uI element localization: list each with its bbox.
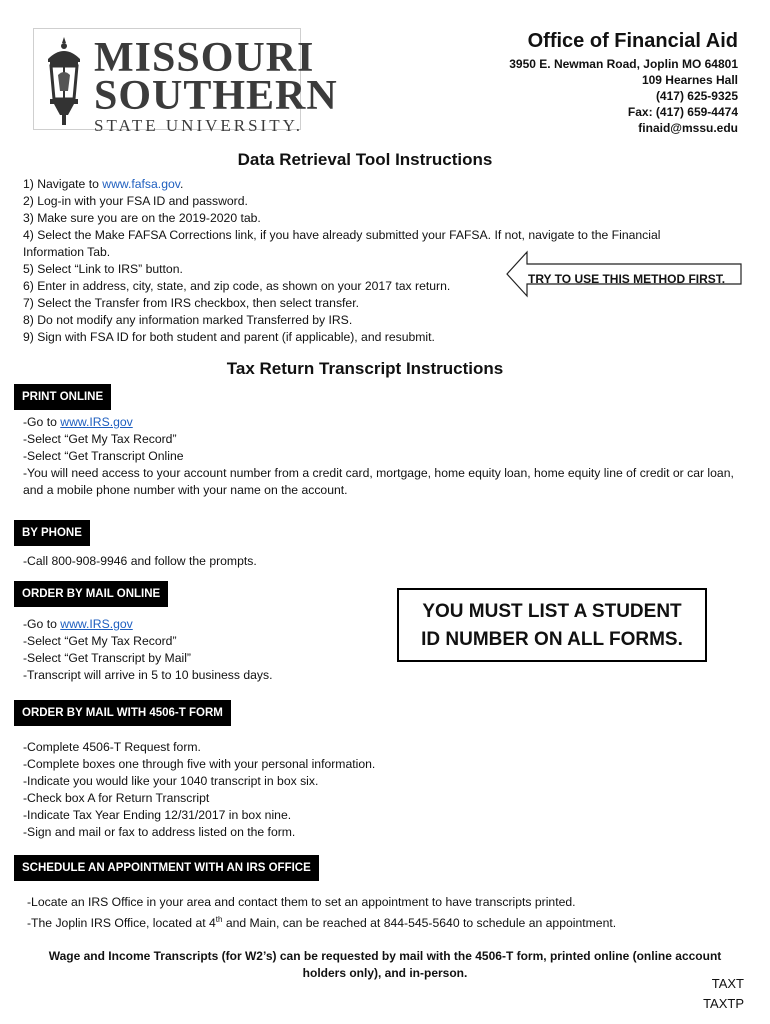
drt-step-6: 6) Enter in address, city, state, and zip code, as shown on your 2017 tax return. <box>23 279 451 293</box>
logo-wordmark-line3: STATE UNIVERSITY. <box>94 116 303 135</box>
callout-text: TRY TO USE THIS METHOD FIRST. <box>528 272 726 286</box>
office-contact-block <box>509 30 738 136</box>
office-hall: 109 Hearnes Hall <box>641 73 738 87</box>
print-online-label: PRINT ONLINE <box>14 384 111 410</box>
mail-online-line4: -Transcript will arrive in 5 to 10 business days. <box>23 668 273 682</box>
drt-step-3: 3) Make sure you are on the 2019-2020 tab. <box>23 211 261 225</box>
irs-link[interactable]: www.IRS.gov <box>60 617 133 631</box>
notice-line2: ID NUMBER ON ALL FORMS. <box>421 629 683 650</box>
mail-4506t-line4: -Check box A for Return Transcript <box>23 791 210 805</box>
office-address: 3950 E. Newman Road, Joplin MO 64801 <box>509 57 738 71</box>
notice-line1: YOU MUST LIST A STUDENT <box>422 601 682 622</box>
by-phone-body <box>23 553 743 570</box>
student-id-notice <box>397 588 707 662</box>
drt-step-9: 9) Sign with FSA ID for both student and parent (if applicable), and resubmit. <box>23 330 435 344</box>
mail-online-line3: -Select “Get Transcript by Mail” <box>23 651 191 665</box>
mail-online-body <box>23 616 383 684</box>
print-online-line4: -You will need access to your account number from a credit card, mortgage, home equity loan, home equity line of credit or car loan, and a mobile phone number with your name on the account. <box>23 466 734 497</box>
drt-step-2: 2) Log-in with your FSA ID and password. <box>23 194 248 208</box>
appointment-line2: -The Joplin IRS Office, located at 4th and Main, can be reached at 844-545-5640 to schedule an appointment. <box>27 915 617 931</box>
office-email[interactable]: finaid@mssu.edu <box>638 121 738 135</box>
fafsa-link[interactable]: www.fafsa.gov <box>102 177 180 191</box>
appointment-line1: -Locate an IRS Office in your area and contact them to set an appointment to have transcripts printed. <box>27 895 576 909</box>
mail-4506t-line6: -Sign and mail or fax to address listed on the form. <box>23 825 296 839</box>
w2-transcript-note: Wage and Income Transcripts (for W2’s) can be requested by mail with the 4506-T form, printed online (online account holders only), and in-person. <box>48 949 722 980</box>
mail-4506t-line5: -Indicate Tax Year Ending 12/31/2017 in box nine. <box>23 808 292 822</box>
appointment-label: SCHEDULE AN APPOINTMENT WITH AN IRS OFFICE <box>14 855 319 881</box>
print-online-line3: -Select “Get Transcript Online <box>23 449 184 463</box>
trt-heading: Tax Return Transcript Instructions <box>226 359 504 378</box>
print-online-line2: -Select “Get My Tax Record” <box>23 432 177 446</box>
form-code-1: TAXT <box>711 976 744 991</box>
office-fax: Fax: (417) 659-4474 <box>627 105 738 119</box>
lantern-icon <box>38 35 90 127</box>
drt-step-1: 1) Navigate to www.fafsa.gov. <box>23 177 184 191</box>
mail-4506t-label: ORDER BY MAIL WITH 4506-T FORM <box>14 700 231 726</box>
by-phone-label: BY PHONE <box>14 520 90 546</box>
print-online-body <box>23 414 743 499</box>
mail-4506t-line3: -Indicate you would like your 1040 transcript in box six. <box>23 774 319 788</box>
irs-link[interactable]: www.IRS.gov <box>60 415 133 429</box>
mail-4506t-line1: -Complete 4506-T Request form. <box>23 740 201 754</box>
mail-4506t-body <box>23 739 743 841</box>
drt-step-5: 5) Select “Link to IRS” button. <box>23 262 183 276</box>
mail-online-label: ORDER BY MAIL ONLINE <box>14 581 168 607</box>
by-phone-line1: -Call 800-908-9946 and follow the prompts. <box>23 554 257 568</box>
logo-wordmark-line2: SOUTHERN <box>94 73 338 119</box>
form-code-2: TAXTP <box>703 996 744 1011</box>
drt-step-7: 7) Select the Transfer from IRS checkbox, then select transfer. <box>23 296 359 310</box>
office-phone: (417) 625-9325 <box>655 89 738 103</box>
logo-wordmark-line1: MISSOURI <box>94 35 315 81</box>
drt-step-4: 4) Select the Make FAFSA Corrections link, if you have already submitted your FAFSA. If not, navigate to the Financial Information Tab. <box>23 228 661 259</box>
drt-step-8: 8) Do not modify any information marked Transferred by IRS. <box>23 313 353 327</box>
office-title: Office of Financial Aid <box>527 30 738 52</box>
mail-4506t-line2: -Complete boxes one through five with your personal information. <box>23 757 376 771</box>
appointment-body <box>27 894 747 932</box>
print-online-goto: -Go to www.IRS.gov <box>23 415 133 429</box>
university-logo <box>33 28 338 135</box>
mail-online-goto: -Go to www.IRS.gov <box>23 617 133 631</box>
drt-heading: Data Retrieval Tool Instructions <box>237 150 493 169</box>
mail-online-line2: -Select “Get My Tax Record” <box>23 634 177 648</box>
